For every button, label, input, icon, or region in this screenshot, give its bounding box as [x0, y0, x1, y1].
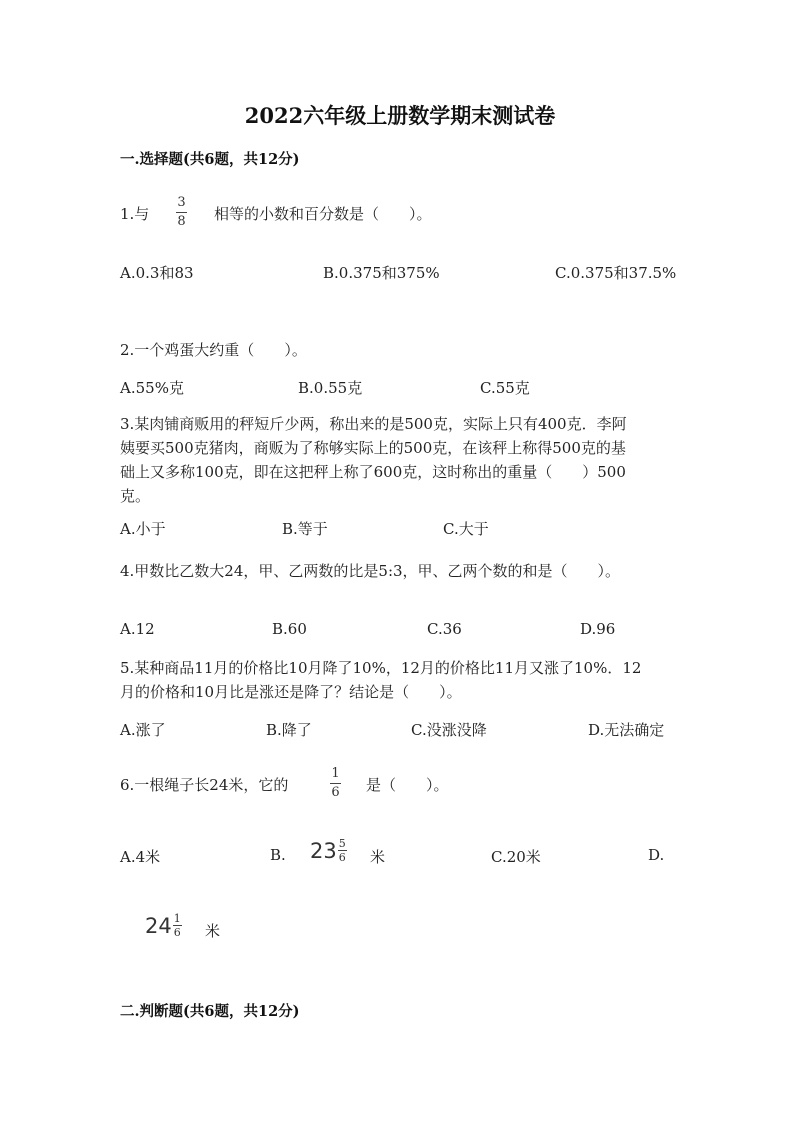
section-heading-judgment: 二.判断题(共6题，共12分) — [120, 1003, 300, 1020]
fraction-denominator: 6 — [338, 851, 346, 864]
page-title: 2022六年级上册数学期末测试卷 — [244, 103, 556, 128]
mixed-number-option-b — [310, 838, 347, 863]
option-b-unit: 米 — [370, 848, 386, 866]
question-3-line: 3.某肉铺商贩用的秤短斤少两，称出来的是500克，实际上只有400克．李阿 — [120, 415, 627, 433]
fraction-denominator: 6 — [173, 926, 181, 939]
option-a: A.12 — [120, 620, 155, 638]
fraction-three-eighths — [176, 196, 187, 229]
option-b: B.等于 — [282, 520, 328, 538]
mixed-number-option-d — [145, 913, 182, 938]
option-c: C.36 — [427, 620, 462, 638]
fraction-one-sixth — [330, 767, 341, 800]
option-c: C.没涨没降 — [411, 721, 487, 739]
mixed-number-whole: 23 — [310, 838, 337, 863]
option-a: A.涨了 — [120, 721, 166, 739]
section-heading-choice: 一.选择题(共6题，共12分) — [120, 151, 300, 168]
question-6-suffix: 是（ ）。 — [366, 776, 449, 794]
question-3-text — [120, 412, 680, 508]
fraction-denominator: 6 — [331, 785, 340, 800]
question-2-text: 2.一个鸡蛋大约重（ ）。 — [120, 341, 307, 359]
fraction-denominator: 8 — [177, 214, 186, 229]
option-a: A.55%克 — [120, 379, 184, 397]
option-d: D.96 — [580, 620, 616, 638]
option-d-unit: 米 — [205, 922, 221, 940]
option-c: C.0.375和37.5% — [555, 264, 677, 282]
question-5-line: 月的价格和10月比是涨还是降了？结论是（ ）。 — [120, 683, 462, 701]
option-a: A.4米 — [120, 848, 161, 866]
option-b: B.降了 — [266, 721, 312, 739]
option-c: C.20米 — [491, 848, 541, 866]
option-a: A.小于 — [120, 520, 166, 538]
option-b: B.0.55克 — [298, 379, 363, 397]
question-3-line: 克。 — [120, 487, 151, 505]
fraction-bar — [176, 212, 187, 213]
option-b: B.60 — [272, 620, 307, 638]
fraction-numerator: 3 — [177, 195, 186, 210]
question-3-line: 姨要买500克猪肉，商贩为了称够实际上的500克，在该秤上称得500克的基 — [120, 439, 626, 457]
option-b-label: B. — [270, 846, 286, 864]
option-c: C.大于 — [443, 520, 489, 538]
option-d: D.无法确定 — [588, 721, 665, 739]
mixed-number-whole: 24 — [145, 913, 172, 938]
fraction-numerator: 1 — [173, 912, 181, 925]
question-5-text — [120, 656, 680, 704]
question-1-prefix: 1.与 — [120, 205, 150, 223]
mixed-number-fraction — [338, 838, 347, 863]
option-c: C.55克 — [480, 379, 530, 397]
question-1-suffix: 相等的小数和百分数是（ ）。 — [214, 205, 432, 223]
fraction-numerator: 5 — [338, 837, 346, 850]
fraction-numerator: 1 — [331, 766, 340, 781]
question-3-line: 础上又多称100克，即在这把秤上称了600克，这时称出的重量（ ）500 — [120, 463, 626, 481]
question-6-prefix: 6.一根绳子长24米，它的 — [120, 776, 289, 794]
option-a: A.0.3和83 — [120, 264, 194, 282]
option-b: B.0.375和375% — [323, 264, 440, 282]
mixed-number-fraction — [173, 913, 182, 938]
fraction-bar — [330, 783, 341, 784]
option-d-label: D. — [648, 846, 665, 864]
question-4-text: 4.甲数比乙数大24，甲、乙两数的比是5:3，甲、乙两个数的和是（ ）。 — [120, 562, 621, 580]
question-5-line: 5.某种商品11月的价格比10月降了10%，12月的价格比11月又涨了10%．12 — [120, 659, 642, 677]
